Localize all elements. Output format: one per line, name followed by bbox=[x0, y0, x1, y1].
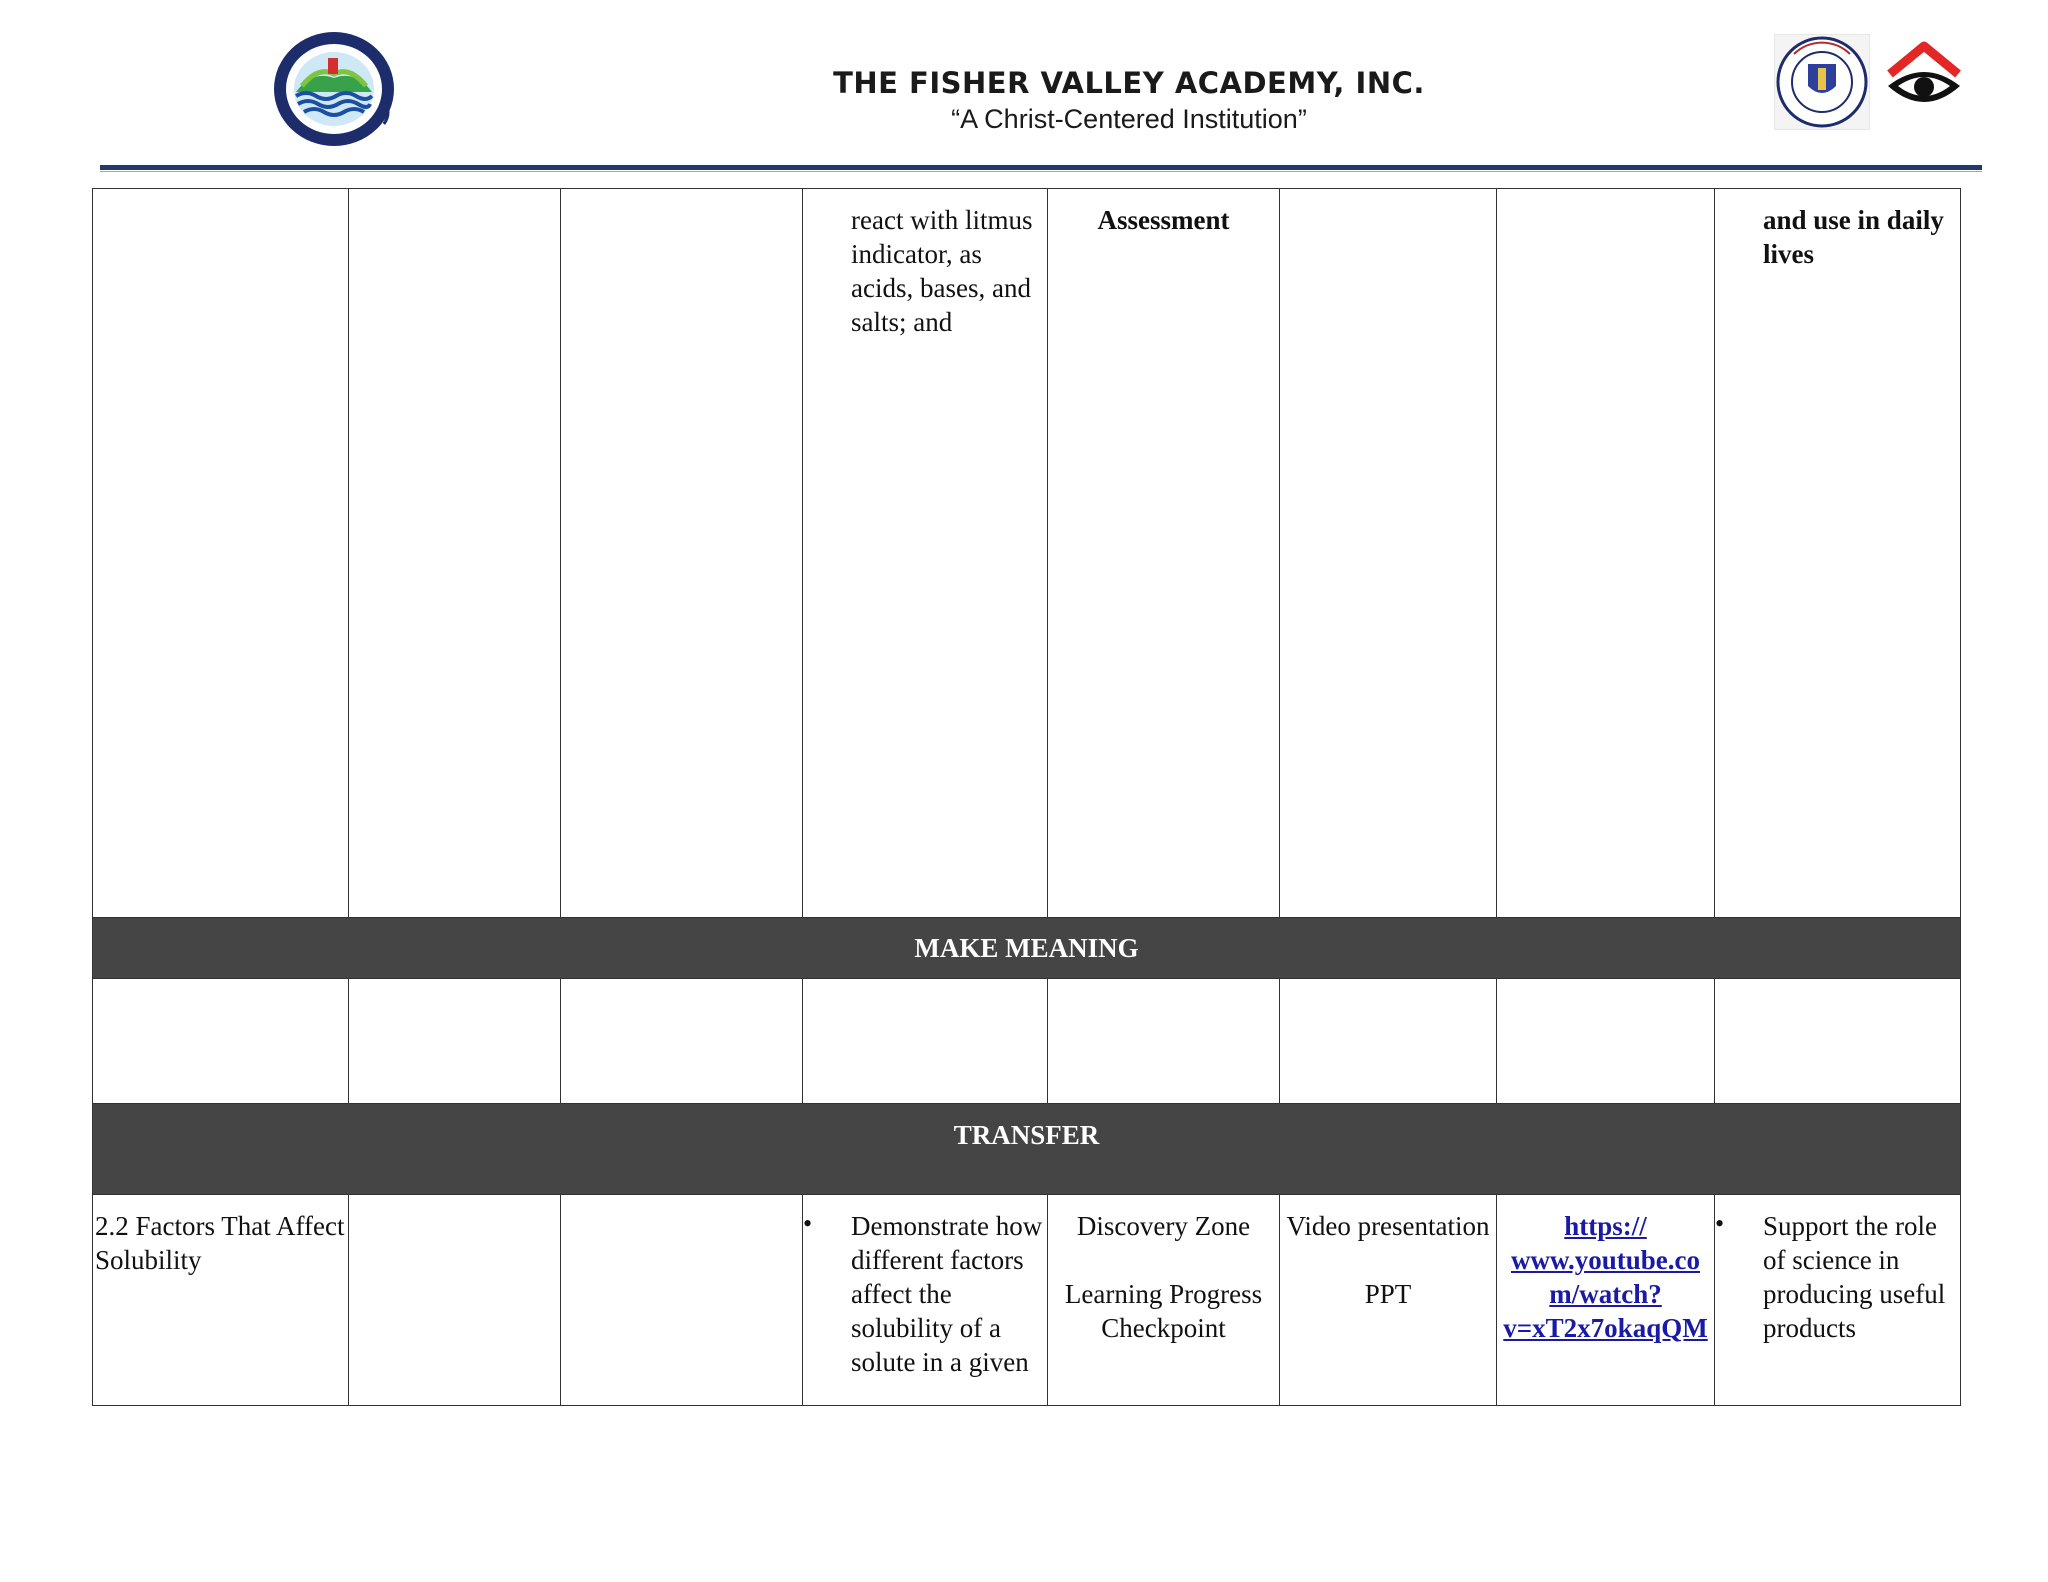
cell-empty bbox=[1280, 979, 1497, 1104]
cell-empty bbox=[561, 1195, 803, 1406]
eye-logo bbox=[1884, 40, 1964, 120]
cell-values bbox=[1715, 189, 1961, 918]
cell-empty bbox=[1497, 189, 1715, 918]
table-row bbox=[93, 1195, 1961, 1406]
assessment-item: Discovery Zone bbox=[1076, 1211, 1251, 1241]
cell-empty bbox=[1280, 189, 1497, 918]
header-rule bbox=[100, 165, 1982, 170]
header-rule-thin bbox=[100, 171, 1982, 172]
band-transfer bbox=[93, 1104, 1961, 1195]
cell-link bbox=[1497, 1195, 1715, 1406]
cell-empty bbox=[93, 979, 349, 1104]
table-row-continued bbox=[93, 189, 1961, 918]
cell-empty bbox=[349, 1195, 561, 1406]
cell-empty bbox=[561, 189, 803, 918]
cell-empty bbox=[349, 189, 561, 918]
cell-competency bbox=[803, 1195, 1048, 1406]
bullet-icon: • bbox=[803, 1209, 813, 1238]
band-label: TRANSFER bbox=[953, 1120, 1100, 1150]
section-band-make-meaning bbox=[93, 918, 1961, 979]
cell-topic bbox=[93, 189, 349, 918]
cell-topic bbox=[93, 1195, 349, 1406]
band-make-meaning bbox=[93, 918, 1961, 979]
cell-resources bbox=[1280, 1195, 1497, 1406]
table-row-empty bbox=[93, 979, 1961, 1104]
youtube-link[interactable]: https:// www.youtube.co m/watch? v=xT2x7okaqQM bbox=[1503, 1211, 1708, 1343]
cell-empty bbox=[561, 979, 803, 1104]
assessment-item: Learning Progress Checkpoint bbox=[1064, 1279, 1263, 1343]
competency-text: react with litmus indicator, as acids, bases, and salts; and bbox=[851, 205, 1033, 337]
section-band-transfer bbox=[93, 1104, 1961, 1195]
cell-empty bbox=[349, 979, 561, 1104]
cell-empty bbox=[803, 979, 1048, 1104]
band-label: MAKE MEANING bbox=[914, 933, 1139, 963]
cell-assessment bbox=[1048, 1195, 1280, 1406]
cell-values bbox=[1715, 1195, 1961, 1406]
cell-empty bbox=[1715, 979, 1961, 1104]
cell-empty bbox=[1048, 979, 1280, 1104]
cell-competency bbox=[803, 189, 1048, 918]
resource-item: PPT bbox=[1364, 1279, 1412, 1309]
cell-assessment bbox=[1048, 189, 1280, 918]
values-text: Support the role of science in producing useful products bbox=[1763, 1211, 1946, 1343]
bullet-icon: • bbox=[1715, 1209, 1725, 1238]
competency-text: Demonstrate how different factors affect the solubility of a solute in a given bbox=[851, 1211, 1043, 1377]
values-text: and use in daily lives bbox=[1763, 205, 1944, 269]
school-motto: “A Christ-Centered Institution” bbox=[951, 104, 1307, 134]
resource-item: Video presentation bbox=[1286, 1211, 1490, 1241]
topic-text: 2.2 Factors That Affect Solubility bbox=[95, 1211, 345, 1275]
assessment-label: Assessment bbox=[1097, 205, 1230, 235]
cell-empty bbox=[1497, 979, 1715, 1104]
lesson-plan-table bbox=[92, 188, 1961, 1406]
school-name: THE FISHER VALLEY ACADEMY, INC. bbox=[833, 66, 1425, 100]
deped-seal-logo bbox=[1774, 34, 1870, 130]
